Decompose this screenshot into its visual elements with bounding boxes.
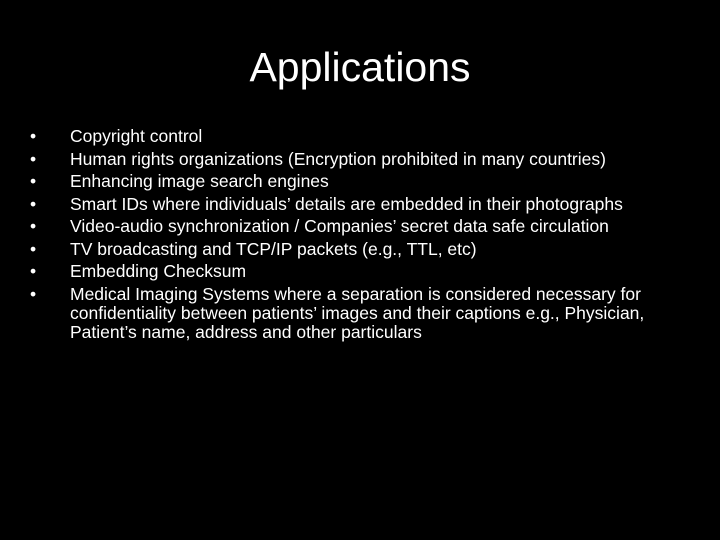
bullet-item [30, 262, 690, 281]
bullet-icon: • [30, 126, 37, 146]
bullet-list [30, 127, 690, 345]
bullet-item [30, 285, 690, 342]
bullet-icon: • [30, 216, 37, 236]
bullet-icon: • [30, 171, 37, 191]
bullet-item [30, 240, 690, 259]
bullet-text: Video-audio synchronization / Companies’ secret data safe circulation [70, 216, 609, 236]
bullet-item [30, 195, 690, 214]
bullet-item [30, 127, 690, 146]
slide-title: Applications [249, 44, 471, 90]
bullet-item [30, 217, 690, 236]
bullet-icon: • [30, 148, 37, 169]
bullet-text: Embedding Checksum [70, 261, 247, 281]
bullet-text: Human rights organizations (Encryption prohibited in many countries) [70, 148, 606, 169]
bullet-text: Smart IDs where individuals’ details are embedded in their photographs [70, 193, 623, 214]
bullet-icon: • [30, 261, 37, 281]
bullet-item [30, 150, 690, 169]
bullet-text: Enhancing image search engines [70, 171, 329, 191]
bullet-icon: • [30, 238, 37, 259]
bullet-text: TV broadcasting and TCP/IP packets (e.g., TTL, etc) [70, 238, 477, 259]
bullet-text: Medical Imaging Systems where a separation is considered necessary for confidentiality between patients’ images and their captions e.g., Physician, Patient’s name, address and other particulars [70, 283, 645, 342]
bullet-icon: • [30, 283, 37, 304]
bullet-icon: • [30, 193, 37, 214]
bullet-item [30, 172, 690, 191]
bullet-text: Copyright control [70, 126, 203, 146]
